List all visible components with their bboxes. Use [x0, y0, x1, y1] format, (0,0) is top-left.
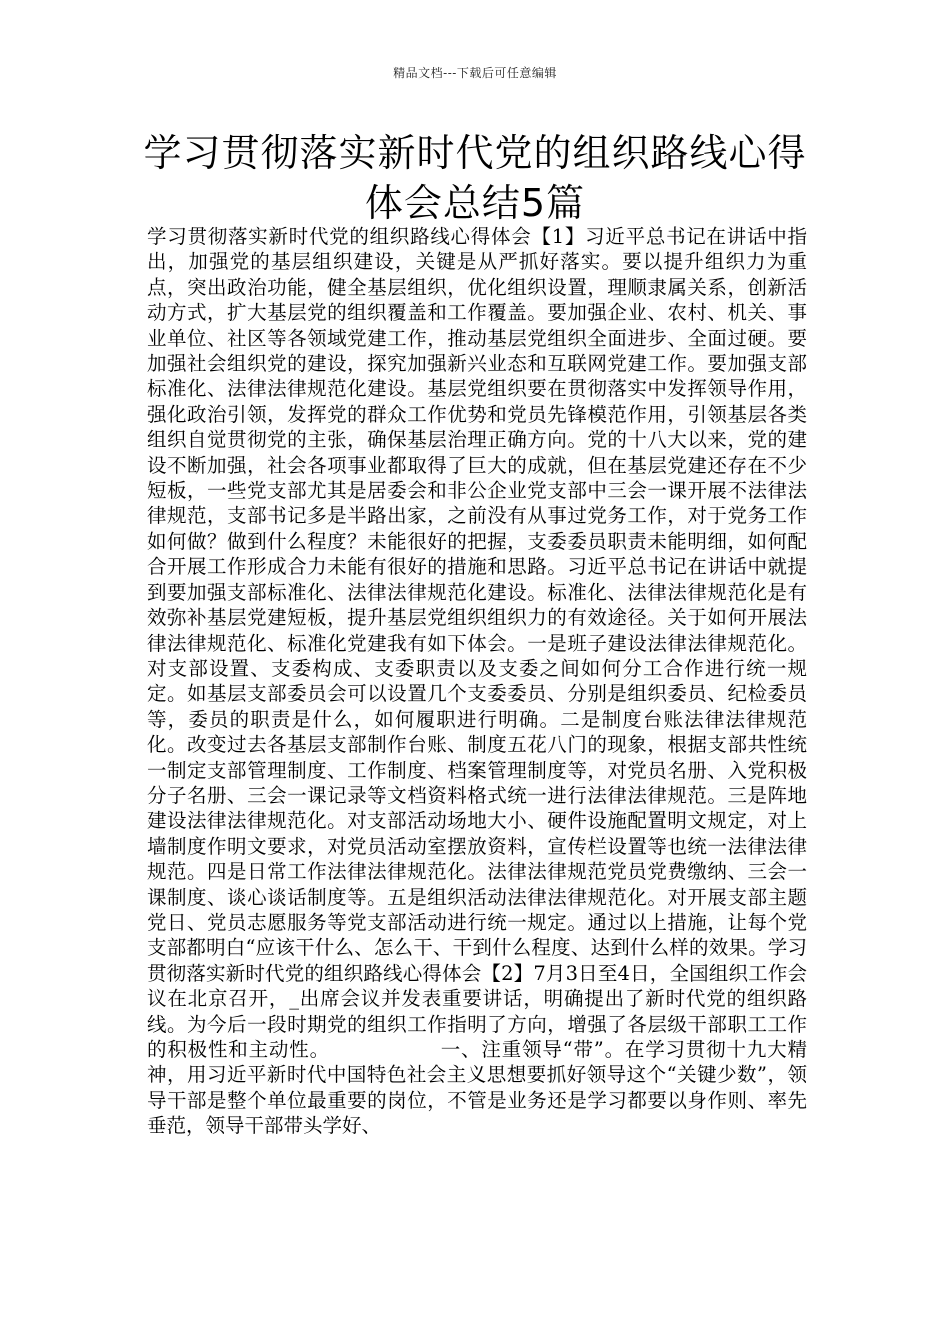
body-text-part-1: 学习贯彻落实新时代党的组织路线心得体会【1】习近平总书记在讲话中指出，加强党的基层组织建设，关键是从严抓好落实。要以提升组织力为重点，突出政治功能，健全基层组织，优化组织设置，理顺隶属关系，创新活动方式，扩大基层党的组织覆盖和工作覆盖。要加强企业、农村、机关、事业单位、社区等各领域党建工作，推动基层党组织全面进步、全面过硬。要加强社会组织党的建设，探究加强新兴业态和互联网党建工作。要加强支部标准化、法律法律规范化建设。基层党组织要在贯彻落实中发挥领导作用，强化政治引领，发挥党的群众工作优势和党员先锋模范作用，引领基层各类组织自觉贯彻党的主张，确保基层治理正确方向。党的十八大以来，党的建设不断加强，社会各项事业都取得了巨大的成就，但在基层党建还存在不少短板，一些党支部尤其是居委会和非公企业党支部中三会一课开展不法律法律规范，支部书记多是半路出家，之前没有从事过党务工作，对于党务工作如何做？做到什么程度？未能很好的把握，支委委员职责未能明细，如何配合开展工作形成合力未能有很好的措施和思路。习近平总书记在讲话中就提到要加强支部标准化、法律法律规范化建设。标准化、法律法律规范化是有效弥补基层党建短板，提升基层党组织组织力的有效途径。关于如何开展法律法律规范化、标准化党建我有如下体会。一是班子建设法律法律规范化。对支部设置、支委构成、支委职责以及支委之间如何分工合作进行统一规定。如基层支部委员会可以设置几个支委委员、分别是组织委员、纪检委员等，委员的职责是什么，如何履职进行明确。二是制度台账法律法律规范化。改变过去各基层支部制作台账、制度五花八门的现象，根据支部共性统一制定支部管理制度、工作制度、档案管理制度等，对党员名册、入党积极分子名册、三会一课记录等文档资料格式统一进行法律法律规范。三是阵地建设法律法律规范化。对支部活动场地大小、硬件设施配置明文规定，对上墙制度作明文要求，对党员活动室摆放资料，宣传栏设置等也统一法律法律规范。四是日常工作法律法律规范化。法律法律规范党员党费缴纳、三会一课制度、谈心谈话制度等。五是组织活动法律法律规范化。对开展支部主题党日、党员志愿服务等党支部活动进行统一规定。通过以上措施，让每个党支部都明白“应该干什么、怎么干、干到什么程度、达到什么样的效果。学习贯彻落实新时代党的组织路线心得体会【2】7月3日至4日，全国组织工作会议在北京召开，_出席会议并发表重要讲话，明确提出了新时代党的组织路线。为今后一段时期党的组织工作指明了方向，增强了各层级干部职工工作的积极性和主动性。 [147, 225, 807, 1061]
body-text-part-2: 一、注重领导“带”。在学习贯彻十九大精神，用习近平新时代中国特色社会主义思想要抓好领导这个“关键少数”，领导干部是整个单位最重要的岗位，不管是业务还是学习都要以身作则、率先垂范，领导干部带头学好、 [147, 1038, 807, 1138]
document-title [120, 128, 830, 228]
body-paragraph [147, 224, 807, 1139]
header-note: 精品文档---下载后可任意编辑 [393, 66, 557, 80]
title-line-1: 学习贯彻落实新时代党的组织路线心得 [143, 131, 807, 175]
title-line-2: 体会总结5篇 [364, 181, 586, 225]
